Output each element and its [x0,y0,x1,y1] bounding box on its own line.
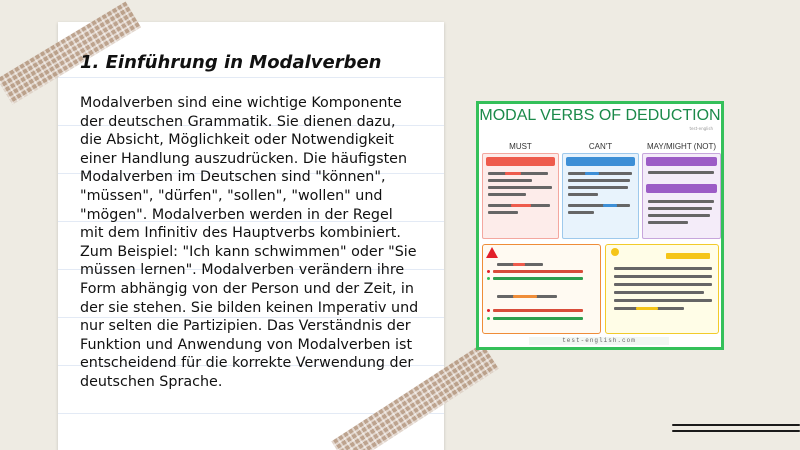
example-line [648,214,710,217]
example-highlight [513,295,537,298]
example-line [614,299,712,302]
example-line [488,179,532,182]
tip-card [605,244,719,334]
example-line [614,275,712,278]
example-line [648,221,688,224]
example-highlight [585,172,599,175]
example-highlight [513,263,525,266]
example-highlight [603,204,617,207]
must-card [482,153,559,239]
example-line [568,204,630,207]
may-might-tag [646,157,717,166]
decorative-line [672,430,800,432]
example-line [568,211,594,214]
decorative-lines [672,424,800,438]
modal-verbs-infographic [476,101,724,350]
cant-card [562,153,639,239]
may-might-not-tag [646,184,717,193]
example-line [488,186,552,189]
example-line [488,211,518,214]
example-line [568,186,628,189]
example-line [493,277,583,280]
infographic-panel [479,104,721,347]
wrong-mark-icon [487,270,490,273]
example-line [568,172,632,175]
must-tag [486,157,555,166]
tip-label [666,253,710,259]
infographic-title: MODAL VERBS OF DEDUCTION [479,107,721,124]
example-line [614,291,704,294]
example-line [648,200,714,203]
cant-tag [566,157,635,166]
example-line [614,283,712,286]
slide-title: 1. Einführung in Modalverben [80,52,382,73]
slide-body-text: Modalverben sind eine wichtige Komponente der deutschen Grammatik. Sie dienen dazu, die Absicht, Möglichkeit oder Notwendigkeit einer Handlung auszudrücken. Die häufigsten Modalverben im Deutschen sind "können", "müssen", "dürfen", "sollen", "wollen" und "mögen". Modalverben werden in der Regel mit dem Infinitiv des Hauptverbs kombiniert. Zum Beispiel: "Ich kann schwimmen" oder "Sie müssen lernen". Modalverben verändern ihre Form abhängig von der Person und der Zeit, in der sie stehen. Sie bilden keinen Imperativ und nur selten die Partizipien. Das Verständnis der Funktion und Anwendung von Modalverben ist entscheidend für die korrekte Verwendung der deutschen Sprache. [80,95,419,390]
column-heading-may-might: MAY/MIGHT (NOT) [646,142,717,151]
example-line [493,270,583,273]
column-heading-cant: CAN'T [588,142,613,151]
correct-mark-icon [487,277,490,280]
example-line [568,193,598,196]
warning-icon [486,247,498,258]
decorative-line [672,424,800,426]
example-line [493,309,583,312]
example-line [493,317,583,320]
wrong-mark-icon [487,309,490,312]
column-heading-must: MUST [509,142,532,151]
example-line [488,193,526,196]
example-line [648,207,712,210]
correct-mark-icon [487,317,490,320]
lightbulb-icon [611,248,619,256]
may-might-card [642,153,721,239]
example-line [568,179,630,182]
warning-card [482,244,601,334]
infographic-footer: test-english.com [529,337,669,345]
example-highlight [505,172,521,175]
example-line [648,171,714,174]
example-highlight [636,307,658,310]
example-highlight [511,204,531,207]
example-line [614,267,712,270]
infographic-logo: test-english [689,126,713,131]
